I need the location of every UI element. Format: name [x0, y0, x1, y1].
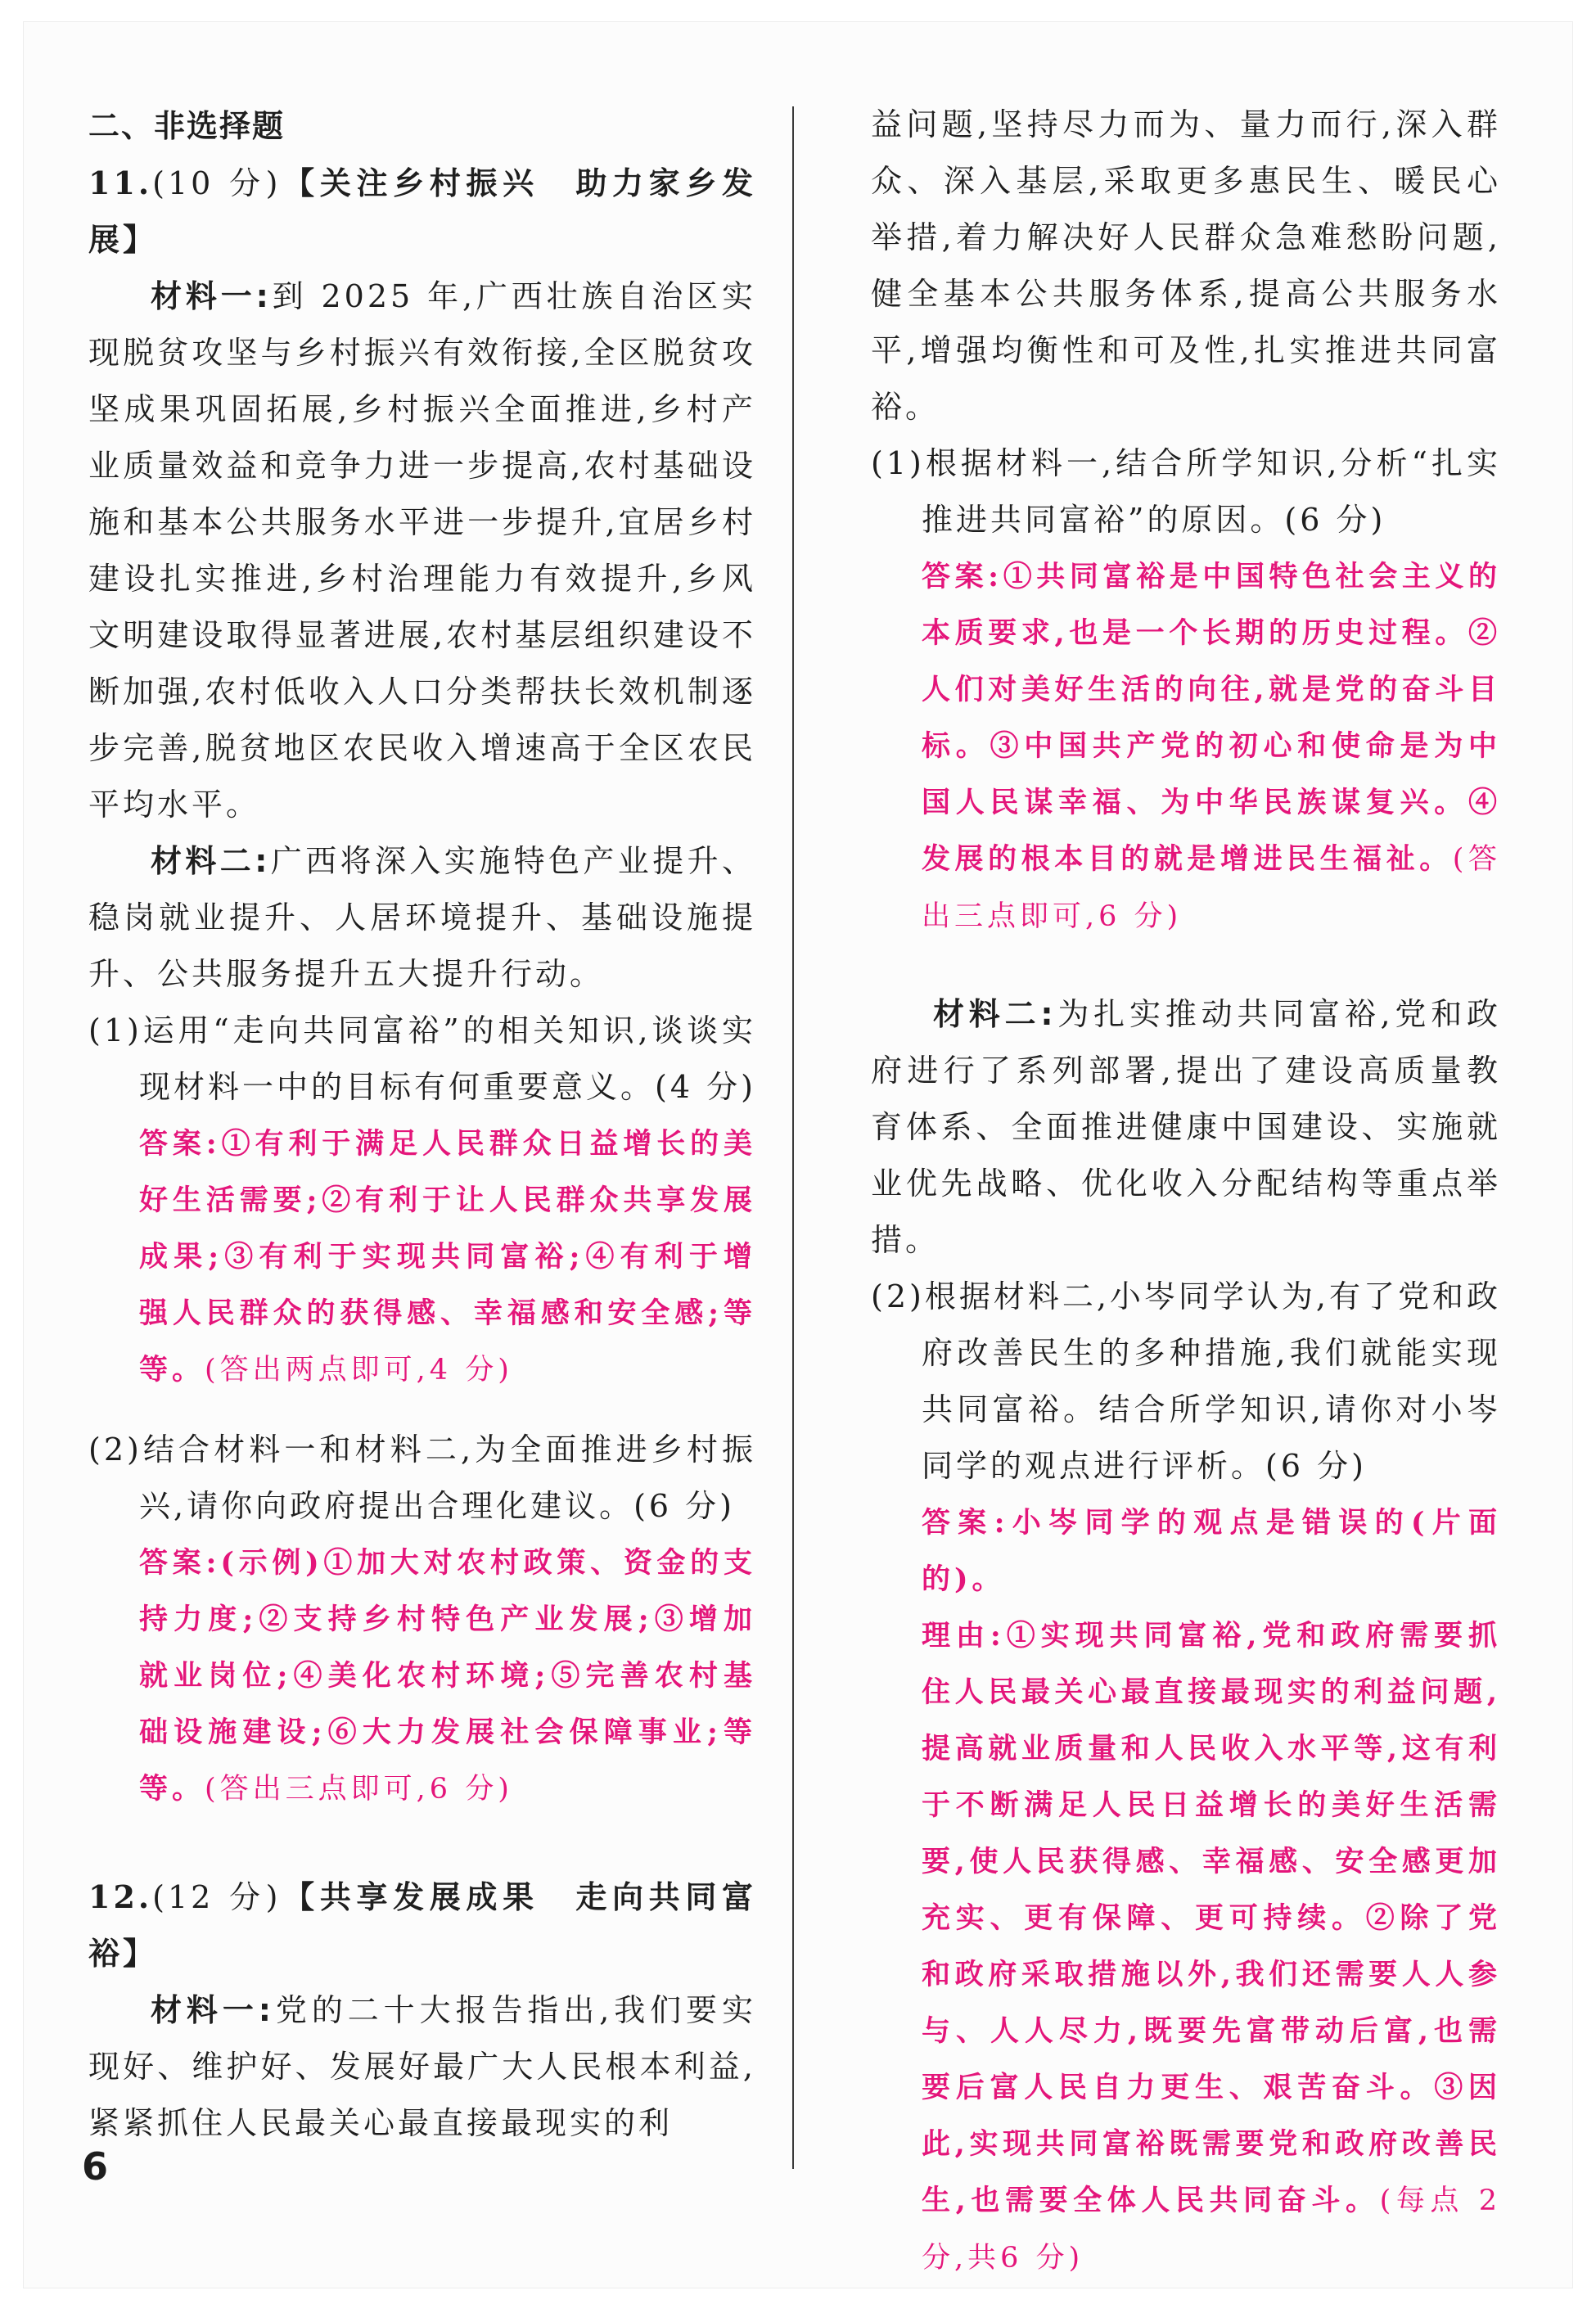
question-score: (10 分) [152, 165, 282, 201]
material-label: 材料二: [151, 843, 271, 879]
column-divider [792, 106, 794, 2169]
left-column [88, 98, 756, 2152]
question-12-title [88, 1869, 756, 1982]
answer-text: 答案:①有利于满足人民群众日益增长的美好生活需要;②有利于让人民群众共享发展成果;③有利于实现共同富裕;④有利于增强人民群众的获得感、幸福感和安全感;等等。 [139, 1127, 756, 1386]
material-label: 材料一: [151, 1992, 274, 2028]
material-text: 广西将深入实施特色产业提升、稳岗就业提升、人居环境提升、基础设施提升、公共服务提升五大提升行动。 [88, 843, 756, 992]
sub-question-2: (2)根据材料二,小岑同学认为,有了党和政府改善民生的多种措施,我们就能实现共同富裕。结合所学知识,请你对小岑同学的观点进行评析。(6 分) [871, 1278, 1501, 1484]
question-number: 12. [88, 1878, 153, 1915]
material-2 [88, 833, 756, 1003]
material-label: 材料二: [933, 996, 1057, 1032]
answer-2 [88, 1535, 756, 1818]
page-number: 6 [82, 2144, 109, 2189]
material-1 [88, 1982, 756, 2152]
answer-2-verdict: 答案:小岑同学的观点是错误的(片面的)。 [922, 1506, 1501, 1596]
answer-text: 理由:①实现共同富裕,党和政府需要抓住人民最关心最直接最现实的利益问题,提高就业质量和人民收入水平等,这有利于不断满足人民日益增长的美好生活需要,使人民获得感、幸福感、安全感更加充实、更有保障、更可持续。②除了党和政府采取措施以外,我们还需要人人参与、人人尽力,既要先富带动后富,也需要后富人民自力更生、艰苦奋斗。③因此,实现共同富裕既需要党和政府改善民生,也需要全体人民共同奋斗。 [922, 1619, 1501, 2217]
question-11-title [88, 155, 756, 268]
section-heading: 二、非选择题 [88, 108, 286, 144]
material-2 [871, 986, 1501, 1269]
right-column [871, 97, 1501, 2287]
answer-1 [88, 1116, 756, 1399]
material-text: 为扎实推动共同富裕,党和政府进行了系列部署,提出了建设高质量教育体系、全面推进健康中国建设、实施就业优先战略、优化收入分配结构等重点举措。 [871, 996, 1501, 1258]
question-topic: 【共享发展成果 走向共同富裕】 [88, 1879, 756, 1972]
question-number: 11. [88, 165, 153, 201]
sub-question-1: (1)根据材料一,结合所学知识,分析“扎实推进共同富裕”的原因。(6 分) [871, 445, 1501, 538]
sub-question-2: (2)结合材料一和材料二,为全面推进乡村振兴,请你向政府提出合理化建议。(6 分) [88, 1432, 756, 1524]
question-topic: 【关注乡村振兴 助力家乡发展】 [88, 165, 756, 258]
sub-question-1: (1)运用“走向共同富裕”的相关知识,谈谈实现材料一中的目标有何重要意义。(4 分) [88, 1012, 756, 1105]
material-label: 材料一: [151, 278, 272, 314]
answer-note: (答出三点即可,6 分) [922, 843, 1501, 933]
material-text: 党的二十大报告指出,我们要实现好、维护好、发展好最广大人民根本利益,紧紧抓住人民最关心最直接最现实的利 [88, 1992, 756, 2141]
material-1 [88, 268, 756, 833]
answer-note: (答出两点即可,4 分) [205, 1354, 513, 1386]
material-1-continued: 益问题,坚持尽力而为、量力而行,深入群众、深入基层,采取更多惠民生、暖民心举措,着力解决好人民群众急难愁盼问题,健全基本公共服务体系,提高公共服务水平,增强均衡性和可及性,扎实推进共同富裕。 [871, 106, 1501, 425]
answer-note: (答出三点即可,6 分) [205, 1773, 513, 1806]
answer-2-reasons [871, 1607, 1501, 2287]
answer-note: (每点 2 分,共6 分) [922, 2184, 1502, 2275]
answer-1 [871, 548, 1501, 945]
question-score: (12 分) [152, 1879, 282, 1915]
answer-text: 答案:(示例)①加大对农村政策、资金的支持力度;②支持乡村特色产业发展;③增加就业岗位;④美化农村环境;⑤完善农村基础设施建设;⑥大力发展社会保障事业;等等。 [139, 1546, 756, 1806]
material-text: 到 2025 年,广西壮族自治区实现脱贫攻坚与乡村振兴有效衔接,全区脱贫攻坚成果巩固拓展,乡村振兴全面推进,乡村产业质量效益和竞争力进一步提高,农村基础设施和基本公共服务水平进一步提升,宜居乡村建设扎实推进,乡村治理能力有效提升,乡风文明建设取得显著进展,农村基层组织建设不断加强,农村低收入人口分类帮扶长效机制逐步完善,脱贫地区农民收入增速高于全区农民平均水平。 [88, 278, 756, 823]
answer-text: 答案:①共同富裕是中国特色社会主义的本质要求,也是一个长期的历史过程。②人们对美好生活的向往,就是党的奋斗目标。③中国共产党的初心和使命是为中国人民谋幸福、为中华民族谋复兴。④发展的根本目的就是增进民生福祉。 [922, 560, 1501, 876]
